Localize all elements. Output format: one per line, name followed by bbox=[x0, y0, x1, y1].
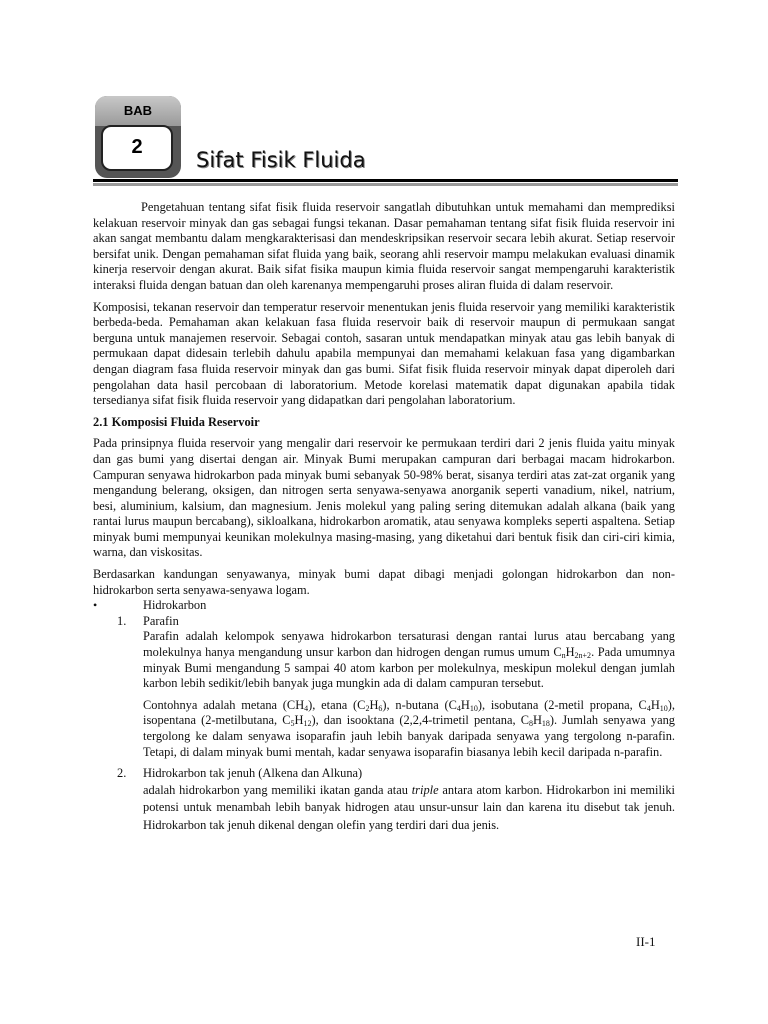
formula-subscript: 5 bbox=[290, 719, 295, 729]
formula-subscript: 4 bbox=[646, 703, 651, 713]
formula-subscript: 4 bbox=[456, 703, 461, 713]
formula-subscript: 4 bbox=[304, 703, 309, 713]
sublist-item-alkena bbox=[117, 766, 675, 834]
page-number: II-1 bbox=[636, 934, 656, 949]
sublist-item-parafin bbox=[117, 613, 675, 760]
item-body-text-cont: antara atom karbon. Hidrokarbon ini memiliki potensi untuk menambah lebih banyak hidrogen atau unsur-unsur lain dan karena itu disebut tak jenuh. Hidrokarbon tak jenuh dikenal dengan olefin yang terdiri dari dua jenis. bbox=[143, 782, 675, 832]
bullet-label: Hidrokarbon bbox=[143, 598, 207, 613]
item-examples: Contohnya adalah metana $(CH_4)$, etana $(C_2H_6)$, n-butana $(C_4H_{10})$, isobutana (2-metil propana, $C_4H_{10}$), isopentana (2-metilbutana, $C_5H_{12}$), dan isooktana (2,2,4-trimetil pentana, $C_8H_{18}$). Jumlah senyawa yang tergolong ke dalam senyawa isoparafin jauh lebih banyak daripada senyawa yang tergolong n-parafin. Tetapi, di dalam minyak bumi mentah, kadar senyawa isoparafin biasanya lebih kecil daripada n-parafin. bbox=[143, 697, 675, 759]
item-title: Hidrokarbon tak jenuh (Alkena dan Alkuna) bbox=[143, 766, 363, 781]
item-title: Parafin bbox=[143, 613, 179, 628]
body-text bbox=[93, 200, 675, 840]
formula-subscript: 12 bbox=[303, 719, 312, 729]
intro-paragraph-1: Pengetahuan tentang sifat fisik fluida reservoir sangatlah dibutuhkan untuk memahami dan memprediksi kelakuan reservoir minyak dan gas sebagai fungsi tekanan. Dasar pemahaman tentang sifat fisik fluida reservoir ini akan sangat membantu dalam mengkarakterisasi dan mendeskripsikan reservoir secara lebih akurat. Setiap reservoir bersifat unik. Dengan pemahaman sifat fluida yang baik, seorang ahli reservoir mampu melakukan evaluasi dinamik kinerja reservoir dengan akurat. Baik sifat fisika maupun kimia fluida reservoir sangat mempengaruhi karakteristik interaksi fluida dengan batuan dan oleh karenanya mempengaruhi proses aliran fluida di dalam reservoir. bbox=[93, 200, 675, 292]
section-paragraph-2: Berdasarkan kandungan senyawanya, minyak bumi dapat dibagi menjadi golongan hidrokarbon dan non-hidrokarbon serta senyawa-senyawa logam. bbox=[93, 567, 675, 597]
formula-subscript: 18 bbox=[541, 719, 550, 729]
formula-sub-2n2: 2n+2 bbox=[574, 651, 592, 661]
title-rule-shadow bbox=[93, 183, 678, 186]
item-body bbox=[143, 782, 675, 835]
formula-h: H bbox=[565, 645, 575, 660]
formula-subscript: 10 bbox=[469, 703, 478, 713]
intro-paragraph-2: Komposisi, tekanan reservoir dan temperatur reservoir menentukan jenis fluida reservoir yang memiliki karakteristik berbeda-beda. Pemahaman akan kelakuan fasa fluida reservoir baik di reservoir maupun di permukaan sangat berguna untuk manajemen reservoir. Sebagai contoh, sasaran untuk mendapatkan minyak atau gas lebih banyak di permukaan dapat didesain terlebih dahulu apabila mempunyai dan memahami kelakuan fasa yang digambarkan dengan diagram fasa fluida reservoir minyak dan gas bumi. Sifat fisik fluida reservoir minyak dapat diperoleh dari pengolahan data hasil percobaan di laboratorium. Metode korelasi matematik dapat digunakan apabila tidak tersedianya sifat fisik fluida reservoir yang didapatkan dari pengolahan laboratorium. bbox=[93, 299, 675, 408]
hydrocarbon-list bbox=[93, 598, 675, 834]
chapter-label: BAB bbox=[123, 103, 153, 118]
formula-subscript: 6 bbox=[378, 703, 383, 713]
item-body-text: adalah hidrokarbon yang memiliki ikatan ganda atau bbox=[143, 782, 408, 797]
section-paragraph-1: Pada prinsipnya fluida reservoir yang mengalir dari reservoir ke permukaan terdiri dari 2 jenis fluida yaitu minyak dan gas bumi yang disertai dengan air. Minyak Bumi merupakan campuran dari berbagai macam hidrokarbon. Campuran senyawa hidrokarbon pada minyak bumi sebanyak 50-98% berat, sisanya terdiri atas zat-zat organik yang mengandung belerang, oksigen, dan nitrogen serta senyawa-senyawa anorganik seperti vanadium, nikel, natrium, besi, aluminium, kalsium, dan magnesium. Jenis molekul yang paling sering ditemukan adalah alkana (baik yang rantai lurus maupun bercabang), sikloalkana, hidrokarbon aromatik, atau senyawa kompleks seperti aspaltena. Setiap minyak bumi mempunyai keunikan molekulnya masing-masing, yang diketahui dari bentuk fisik dan ciri-ciri kimia, warna, dan viskositas. bbox=[93, 436, 675, 560]
chapter-badge bbox=[95, 96, 181, 178]
item-number: 1. bbox=[117, 613, 127, 628]
item-body-text: Parafin adalah kelompok senyawa hidrokarbon tersaturasi dengan rantai lurus atau bercabang yang molekulnya hanya mengandung unsur karbon dan hidrogen dengan rumus umum bbox=[143, 629, 675, 660]
formula-subscript: 2 bbox=[365, 703, 370, 713]
item-body-text-cont: . Pada umumnya minyak Bumi mengandung 5 sampai 40 atom karbon per molekulnya, meskipun molekul dengan jumlah karbon lebih sedikit/lebih banyak juga mungkin ada di dalam campuran tersebut. bbox=[143, 645, 675, 691]
formula-sub-n: n bbox=[561, 651, 566, 661]
title-rule bbox=[93, 179, 678, 182]
item-body bbox=[143, 629, 675, 691]
hydrocarbon-sublist bbox=[117, 613, 675, 834]
formula-subscript: 8 bbox=[528, 719, 533, 729]
badge-number-box bbox=[101, 125, 173, 171]
item-number: 2. bbox=[117, 766, 127, 781]
chapter-title: Sifat Fisik Fluida bbox=[196, 148, 366, 172]
section-heading: 2.1 Komposisi Fluida Reservoir bbox=[93, 414, 260, 429]
formula-c: C bbox=[553, 645, 562, 660]
item-body-emphasis: triple bbox=[411, 782, 439, 797]
chapter-number: 2 bbox=[131, 136, 143, 158]
bullet-icon: • bbox=[93, 598, 98, 613]
list-item-hidrokarbon bbox=[93, 598, 675, 834]
formula-subscript: 10 bbox=[659, 703, 668, 713]
